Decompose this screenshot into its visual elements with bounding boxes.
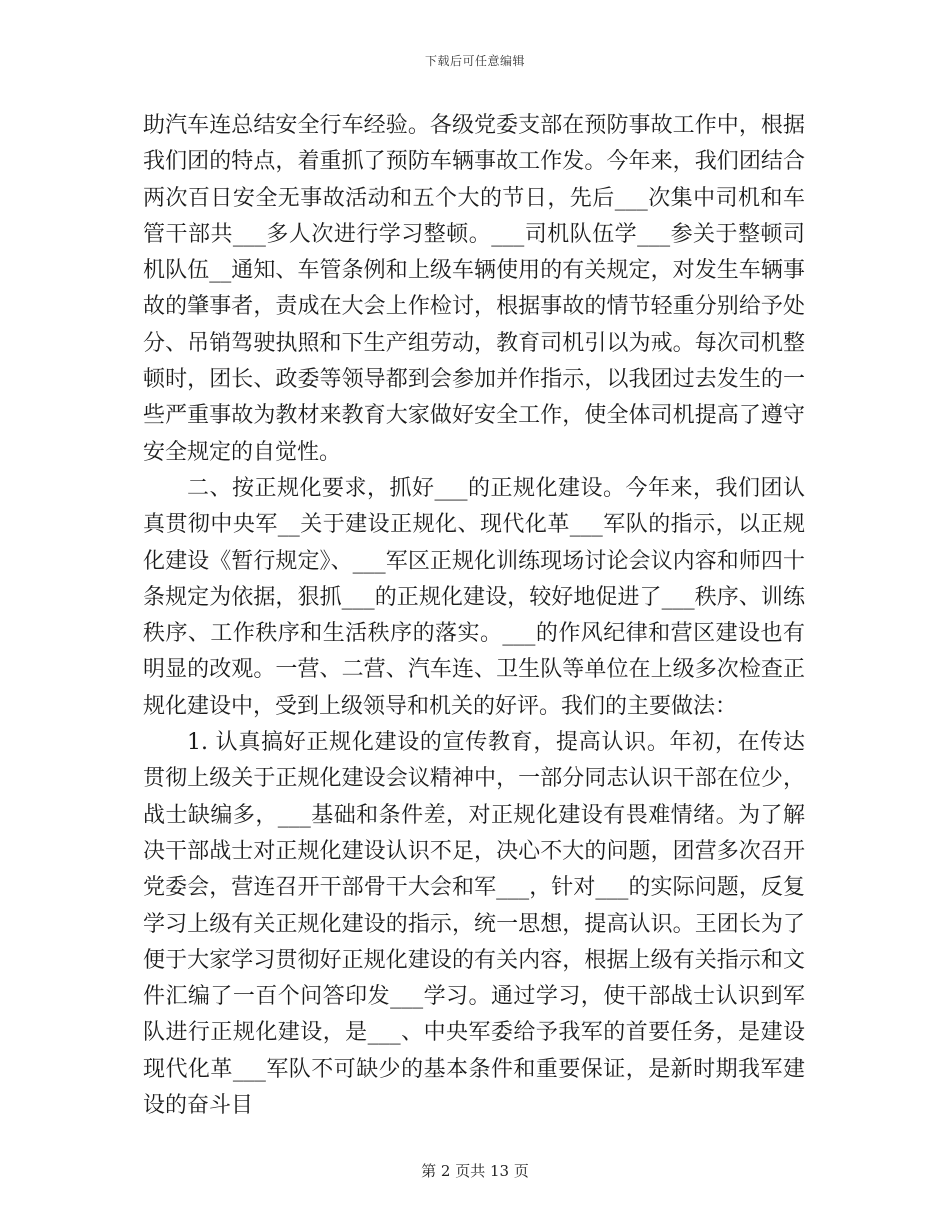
document-body bbox=[143, 108, 805, 1124]
page-footer: 第 2 页共 13 页 bbox=[421, 1162, 529, 1180]
paragraph-3: 1. 认真搞好正规化建设的宣传教育，提高认识。年初，在传达贯彻上级关于正规化建设会议精神中，一部分同志认识干部在位少，战士缺编多，___基础和条件差，对正规化建设有畏难情绪。为了解决干部战士对正规化建设认识不足，决心不大的问题，团营多次召开党委会，营连召开干部骨干大会和军___，针对___的实际问题，反复学习上级有关正规化建设的指示，统一思想，提高认识。王团长为了便于大家学习贯彻好正规化建设的有关内容，根据上级有关指示和文件汇编了一百个问答印发___学习。通过学习，使干部战士认识到军队进行正规化建设，是___、中央军委给予我军的首要任务，是建设现代化革___军队不可缺少的基本条件和重要保证，是新时期我军建设的奋斗目 bbox=[143, 730, 805, 1119]
page-header: 下载后可任意编辑 bbox=[424, 54, 525, 68]
paragraph-1: 助汽车连总结安全行车经验。各级党委支部在预防事故工作中，根据我们团的特点，着重抓了预防车辆事故工作发。今年来，我们团结合两次百日安全无事故活动和五个大的节日，先后___次集中司机和车管干部共___多人次进行学习整顿。___司机队伍学___参关于整顿司机队伍__通知、车管条例和上级车辆使用的有关规定，对发生车辆事故的肇事者，责成在大会上作检讨，根据事故的情节轻重分别给予处分、吊销驾驶执照和下生产组劳动，教育司机引以为戒。每次司机整顿时，团长、政委等领导都到会参加并作指示，以我团过去发生的一些严重事故为教材来教育大家做好安全工作，使全体司机提高了遵守安全规定的自觉性。 bbox=[143, 113, 805, 465]
paragraph-2: 二、按正规化要求，抓好___的正规化建设。今年来，我们团认真贯彻中央军__关于建设正规化、现代化革___军队的指示，以正规化建设《暂行规定》、___军区正规化训练现场讨论会议内容和师四十条规定为依据，狠抓___的正规化建设，较好地促进了___秩序、训练秩序、工作秩序和生活秩序的落实。___的作风纪律和营区建设也有明显的改观。一营、二营、汽车连、卫生队等单位在上级多次检查正规化建设中，受到上级领导和机关的好评。我们的主要做法： bbox=[143, 475, 805, 719]
